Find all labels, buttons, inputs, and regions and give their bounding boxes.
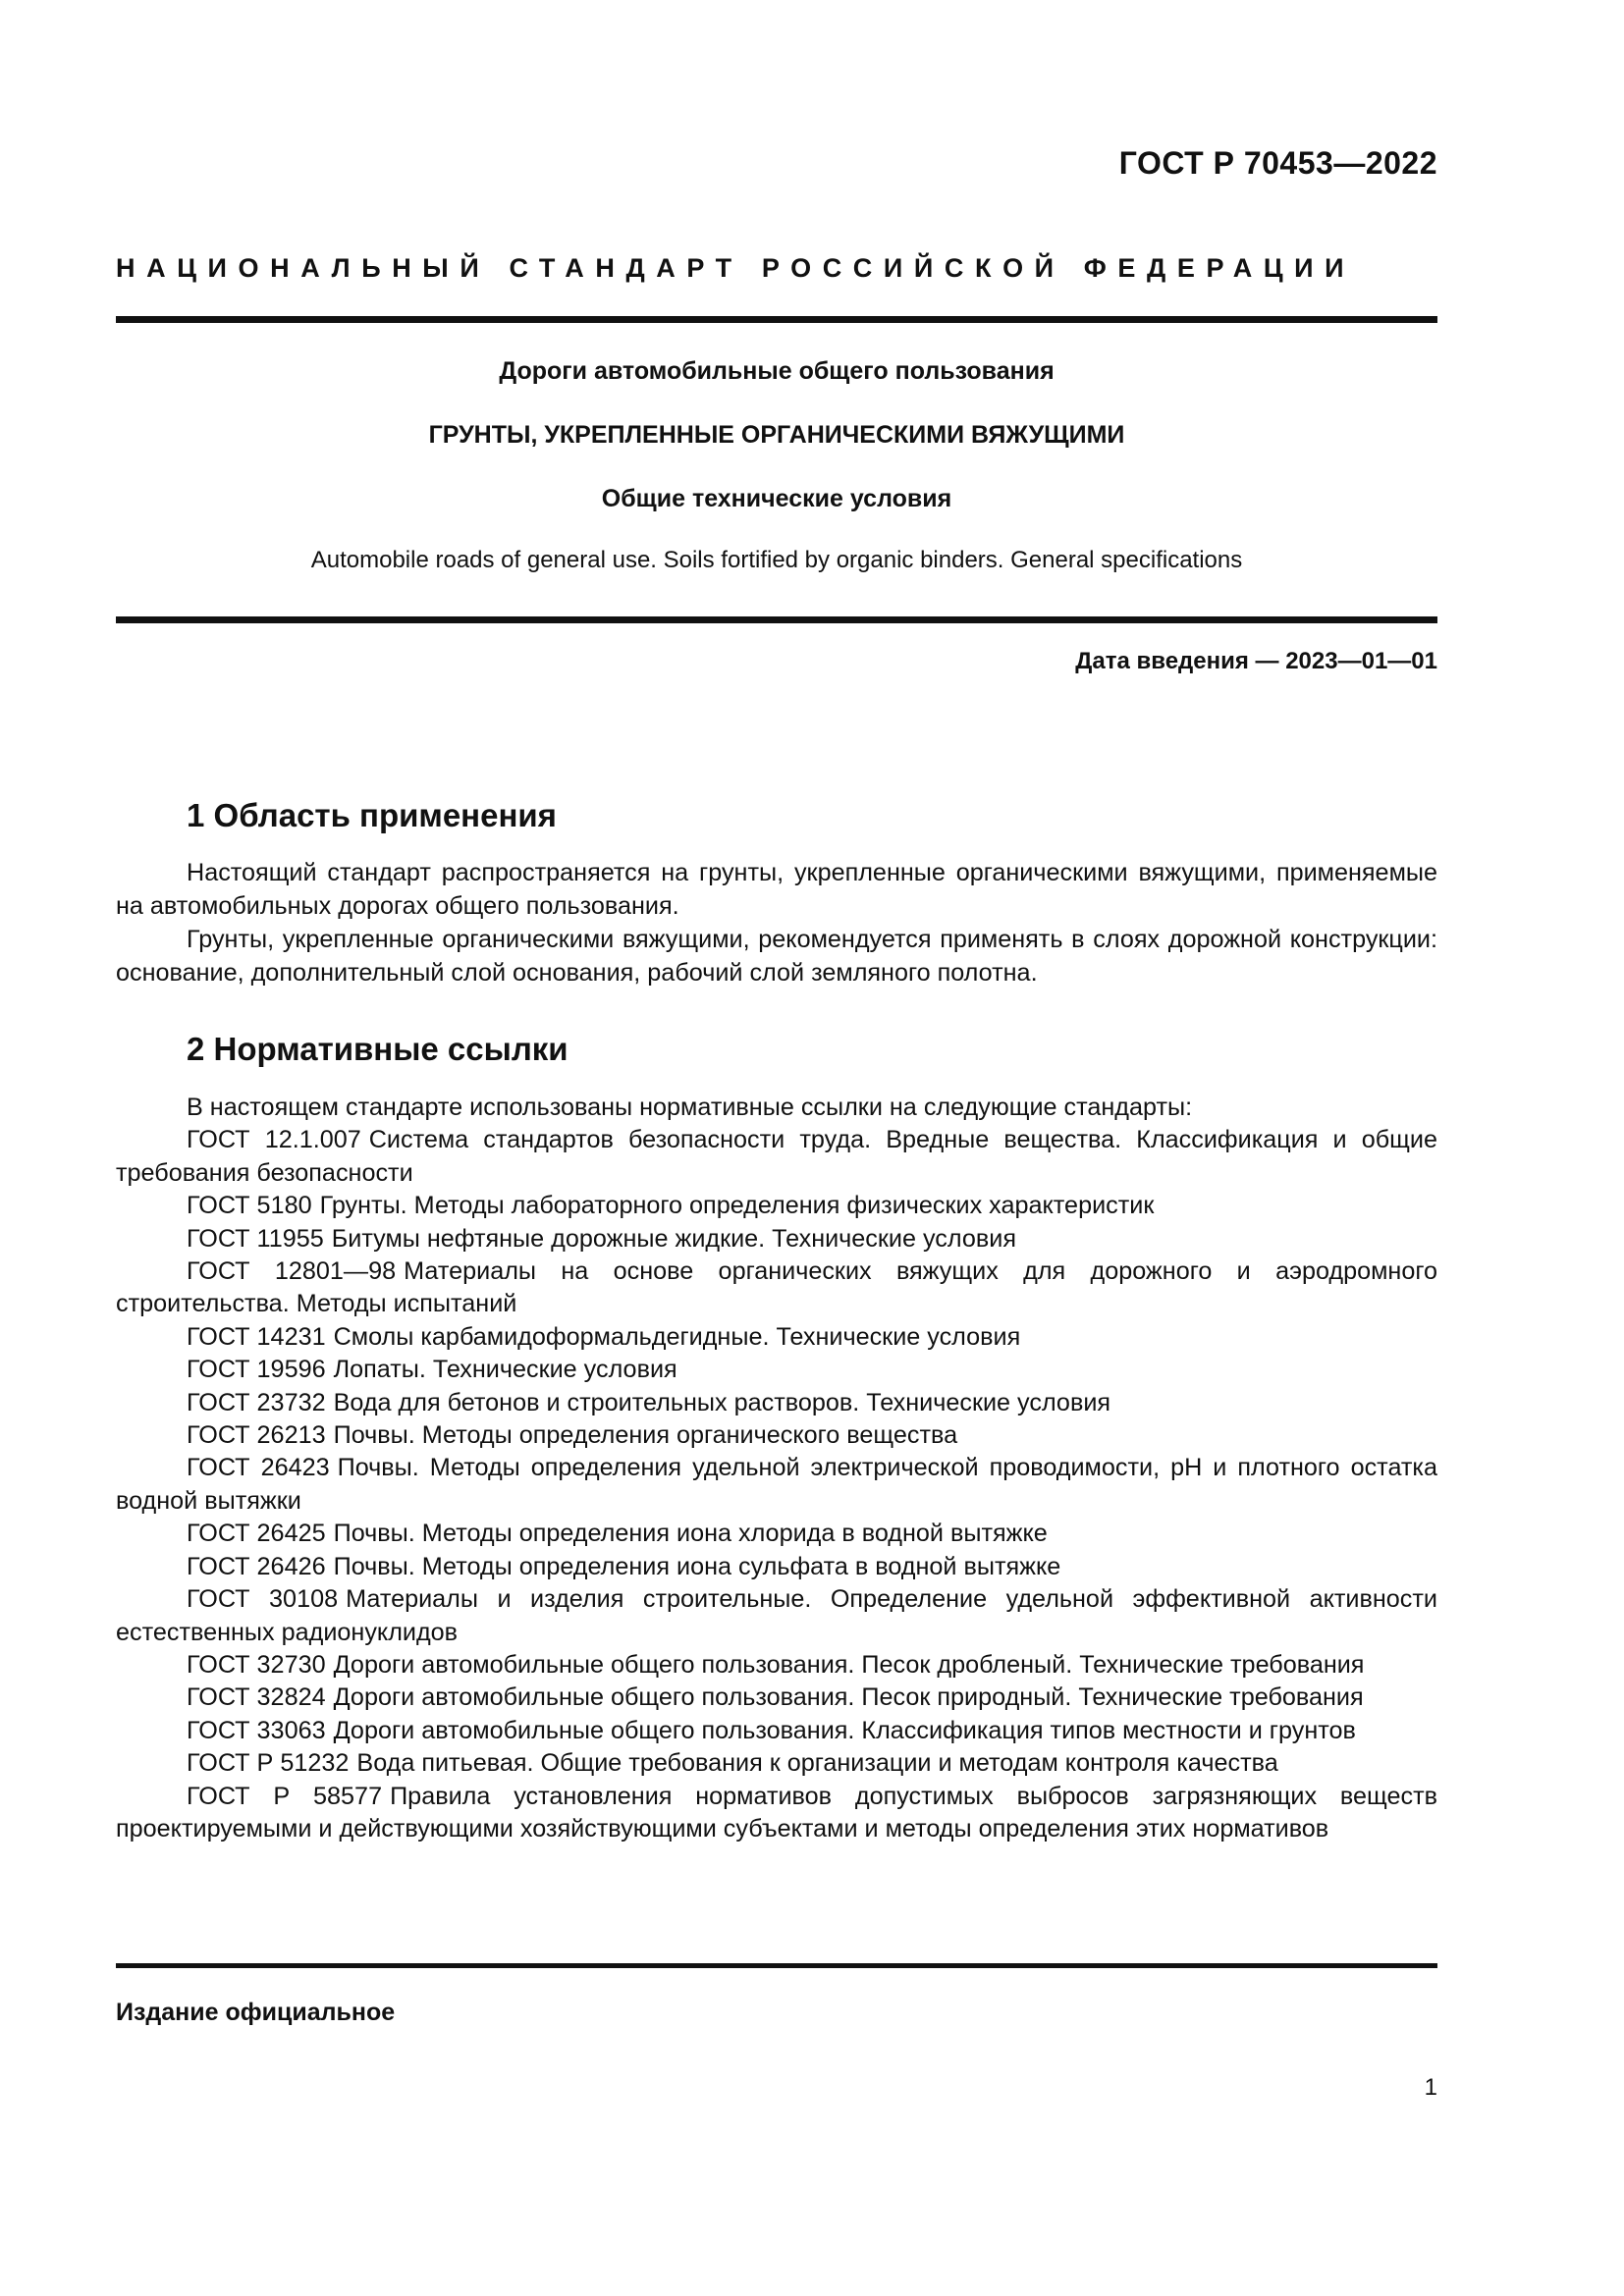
- ref-code: ГОСТ 5180: [187, 1192, 312, 1220]
- ref-text: Дороги автомобильные общего пользования. Песок дробленый. Технические требования: [333, 1650, 1365, 1679]
- official-edition-label: Издание официальное: [116, 1999, 396, 2026]
- title-english: Automobile roads of general use. Soils fortified by organic binders. General specifications: [310, 547, 1243, 573]
- page-number: 1: [1424, 2074, 1437, 2101]
- ref-text: Дороги автомобильные общего пользования. Классификация типов местности и грунтов: [333, 1716, 1356, 1744]
- ref-text: Битумы нефтяные дорожные жидкие. Технические условия: [331, 1224, 1016, 1253]
- ref-code: ГОСТ 12.1.007: [187, 1126, 361, 1154]
- ref-text: Почвы. Методы определения органического вещества: [333, 1421, 958, 1450]
- ref-text: Почвы. Методы определения иона сульфата в водной вытяжке: [333, 1552, 1061, 1580]
- list-item: [116, 1190, 1437, 1222]
- list-item: [116, 1387, 1437, 1419]
- references-intro: В настоящем стандарте использованы нормативные ссылки на следующие стандарты:: [187, 1094, 1193, 1121]
- list-item: [116, 1551, 1437, 1583]
- ref-code: ГОСТ 26423: [187, 1454, 330, 1482]
- list-item: [116, 1255, 1437, 1321]
- ref-text: Система стандартов безопасности труда. Вредные вещества. Классификация и общие требования безопасности: [116, 1126, 1437, 1187]
- ref-code: ГОСТ Р 51232: [187, 1749, 350, 1778]
- title-line-2: ГРУНТЫ, УКРЕПЛЕННЫЕ ОРГАНИЧЕСКИМИ ВЯЖУЩИМИ: [428, 421, 1125, 449]
- list-item: [116, 1419, 1437, 1452]
- ref-code: ГОСТ 26426: [187, 1552, 326, 1580]
- ref-text: Вода для бетонов и строительных растворов. Технические условия: [333, 1388, 1111, 1416]
- ref-code: ГОСТ 26213: [187, 1421, 326, 1450]
- list-item: [116, 1583, 1437, 1649]
- title-line-1: Дороги автомобильные общего пользования: [499, 357, 1055, 385]
- ref-code: ГОСТ Р 58577: [187, 1782, 383, 1810]
- ref-code: ГОСТ 26425: [187, 1520, 326, 1548]
- footer-rule: [116, 1963, 1437, 1968]
- ref-code: ГОСТ 11955: [187, 1224, 324, 1253]
- national-standard-banner: НАЦИОНАЛЬНЫЙ СТАНДАРТ РОССИЙСКОЙ ФЕДЕРАЦИИ: [116, 253, 1356, 283]
- list-item: [116, 1682, 1437, 1714]
- section-2-heading: 2 Нормативные ссылки: [187, 1031, 568, 1067]
- list-item: [116, 1747, 1437, 1780]
- list-item: [116, 1649, 1437, 1682]
- ref-code: ГОСТ 14231: [187, 1322, 326, 1351]
- ref-code: ГОСТ 32730: [187, 1650, 326, 1679]
- section-1-heading: 1 Область применения: [187, 797, 557, 833]
- ref-text: Почвы. Методы определения удельной электрической проводимости, pH и плотного остатка водной вытяжки: [116, 1454, 1438, 1515]
- list-item: [116, 1321, 1437, 1354]
- normative-references-list: [116, 1092, 1437, 1845]
- ref-text: Правила установления нормативов допустимых выбросов загрязняющих веществ проектируемыми и действующими хозяйствующими субъектами и методы определения этих нормативов: [116, 1782, 1437, 1842]
- ref-text: Грунты. Методы лабораторного определения физических характеристик: [319, 1192, 1155, 1220]
- ref-text: Дороги автомобильные общего пользования. Песок природный. Технические требования: [333, 1683, 1364, 1712]
- ref-code: ГОСТ 12801—98: [187, 1257, 397, 1286]
- list-item: [116, 1518, 1437, 1550]
- gost-code: ГОСТ Р 70453—2022: [1118, 145, 1437, 181]
- ref-code: ГОСТ 19596: [187, 1356, 326, 1384]
- list-item: [116, 1715, 1437, 1747]
- list-item: [116, 1354, 1437, 1386]
- ref-text: Лопаты. Технические условия: [333, 1356, 677, 1384]
- list-item: [116, 1124, 1437, 1190]
- section-1-paragraph-1: Настоящий стандарт распространяется на грунты, укрепленные органическими вяжущими, применяемые на автомобильных дорогах общего пользования.: [116, 859, 1437, 920]
- ref-code: ГОСТ 33063: [187, 1716, 326, 1744]
- introduction-date: Дата введения — 2023—01—01: [1075, 648, 1437, 674]
- list-item: [116, 1223, 1437, 1255]
- ref-code: ГОСТ 23732: [187, 1388, 326, 1416]
- ref-text: Вода питьевая. Общие требования к организации и методам контроля качества: [356, 1749, 1278, 1778]
- section-1-paragraph-2: Грунты, укрепленные органическими вяжущими, рекомендуется применять в слоях дорожной конструкции: основание, дополнительный слой основания, рабочий слой земляного полотна.: [116, 926, 1437, 987]
- list-item: [116, 1781, 1437, 1846]
- top-rule: [116, 316, 1437, 323]
- ref-text: Материалы на основе органических вяжущих для дорожного и аэродромного строительства. Методы испытаний: [116, 1257, 1437, 1318]
- ref-code: ГОСТ 30108: [187, 1585, 339, 1614]
- ref-text: Смолы карбамидоформальдегидные. Технические условия: [333, 1322, 1021, 1351]
- title-line-3: Общие технические условия: [601, 485, 952, 512]
- ref-code: ГОСТ 32824: [187, 1683, 326, 1712]
- list-item: [116, 1452, 1437, 1518]
- ref-text: Материалы и изделия строительные. Определение удельной эффективной активности естественных радионуклидов: [116, 1585, 1438, 1646]
- title-bottom-rule: [116, 616, 1437, 623]
- ref-text: Почвы. Методы определения иона хлорида в водной вытяжке: [333, 1520, 1048, 1548]
